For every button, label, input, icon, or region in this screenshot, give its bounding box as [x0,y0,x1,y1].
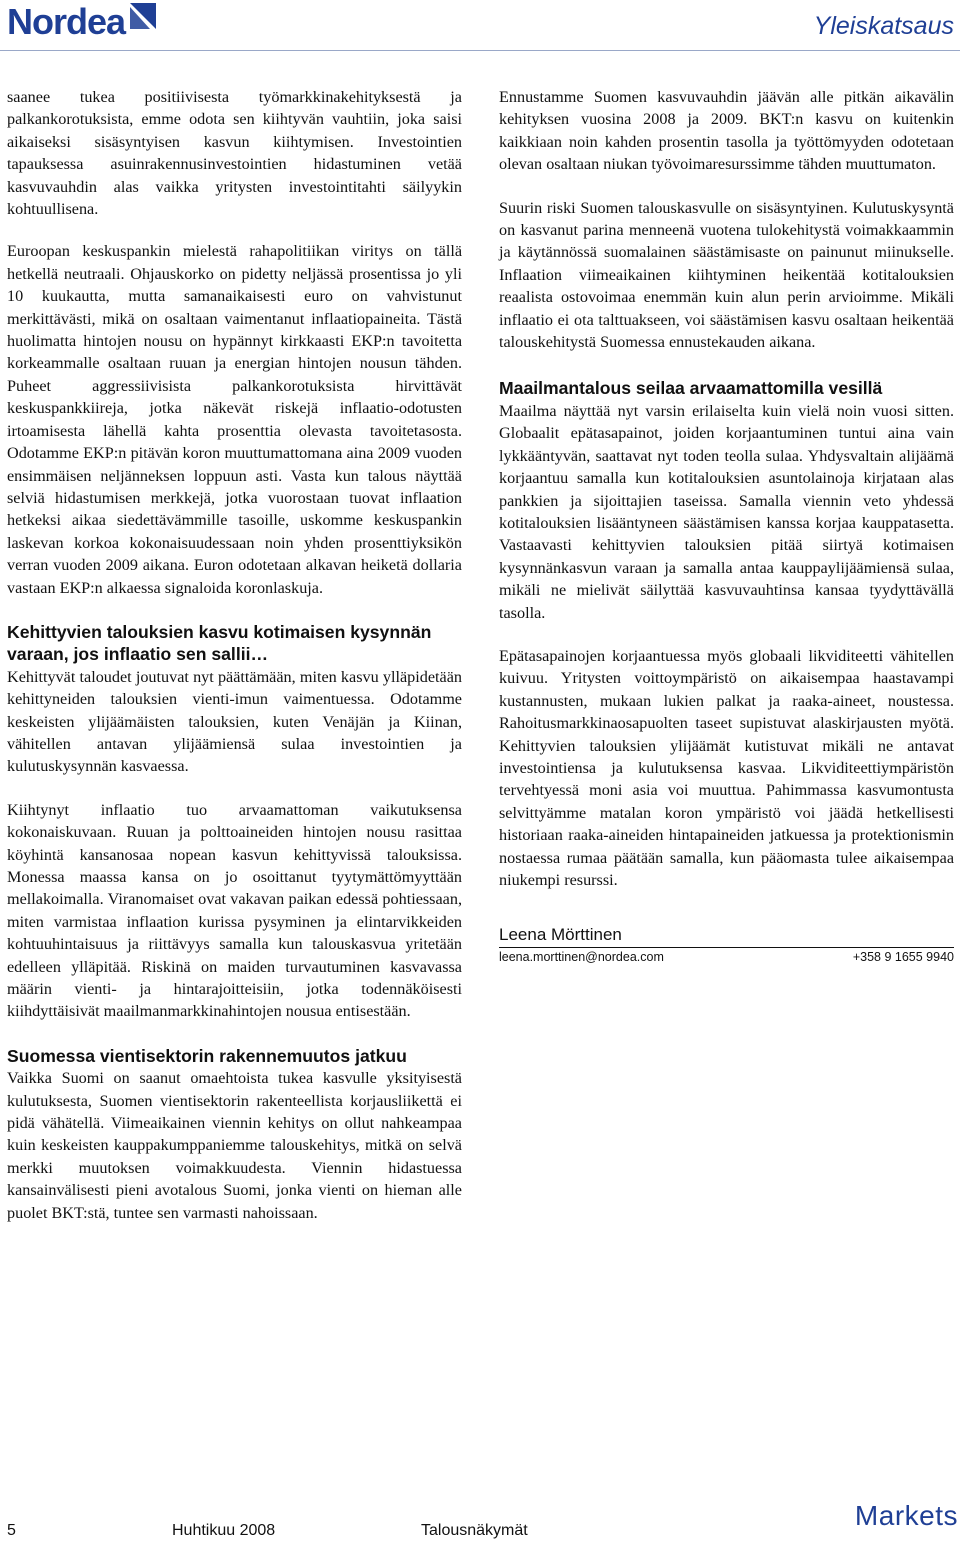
publication-title: Talousnäkymät [421,1522,528,1539]
paragraph: saanee tukea positiivisesta työmarkkinakehityksestä ja palkankorotuksista, emme odota sen kiihtyvän vauhtiin, joka saisi aikaiseksi sisäsyntyisen kasvun kiihtymisen. Investointien tapauksessa asuinrakennusinvestointien hidastuminen vetää kasvuvauhdin alas vaikka yritysten investointitahti säilyykin kohtuullisena. [7,88,462,219]
left-column [7,86,462,1245]
section-heading: Kehittyvien talouksien kasvu kotimaisen kysynnän varaan, jos inflaatio sen sallii… [7,621,432,665]
section-title: Yleiskatsaus [813,12,954,40]
author-name: Leena Mörttinen [499,925,954,948]
paragraph: Suurin riski Suomen talouskasvulle on sisäsyntyinen. Kulutuskysyntä on kasvanut parina menneenä vuotena tulokehitystä voimakkaammin ja käytännössä suomalainen säästämisaste on painunut miinukselle. Inflaation viimeaikainen kiihtyminen heikentää kotitalouksien reaalista ostovoimaa enemmän kuin alun perin arvioimme. Mikäli inflaatio ei ota talttuakseen, voi säästämisen kasvu osaltaan heikentää talouskehitystä Suomessa ennustekauden aikana. [499,198,954,352]
sail-icon [128,1,158,31]
section-heading: Suomessa vientisektorin rakennemuutos jatkuu [7,1045,407,1066]
page-number: 5 [7,1522,16,1539]
page-footer [0,1500,960,1545]
paragraph: Maailma näyttää nyt varsin erilaiselta kuin vielä noin vuosi sitten. Globaalit epätasapainot, joiden korjaantuminen tuntui aina vain lykkääntyvän, saattavat nyt toden teolla sulaa. Yhdysvaltain alijäämä korjaantuu samalla kun kotitalouksien asuntolainoja kirjataan alas pankkien ja sijoittajien taseissa. Samalla viennin veto yhdessä kotitalouksien lisääntyneen säästämisen kanssa korjaa kauppatasetta. Vastaavasti kehittyvien talouksien pitää siirtyä kotimaisen kysynnänkasvun varaan ja samalla antaa kauppaylijäämiensä sulaa, mikäli ne mielivät säilyttää kasvuvauhtinsa kansaa tyydyttävällä tasolla. [499,401,954,622]
right-column [499,86,954,965]
page-header [0,0,960,52]
header-divider [0,50,960,51]
author-email[interactable]: leena.morttinen@nordea.com [499,950,664,965]
nordea-logo [7,0,158,44]
author-phone: +358 9 1655 9940 [852,950,954,965]
logo-wordmark: Nordea [7,1,126,42]
publication-date: Huhtikuu 2008 [172,1522,276,1539]
author-contact [499,949,954,965]
paragraph: Euroopan keskuspankin mielestä rahapolitiikan viritys on tällä hetkellä neutraali. Ohjauskorko on pidetty neljässä prosentissa jo yli 10 kuukautta, mutta samanaikaisesti euro on vahvistunut merkittävästi, mikä on osaltaan vaimentanut inflaatiopaineita. Tästä huolimatta hintojen nousu on hypännyt kirkkaasti EKP:n tavoitetta korkeammalle osaltaan ruuan ja energian hintojen nousun tähden. Puheet aggressiivisista palkankorotuksista hirvittävät keskuspankkiireja, jotka näkevät riskejä inflaatio-odotusten irtoamisesta lähellä kahta prosenttia olevasta tavoitetasosta. Odotamme EKP:n pitävän koron muuttumattomana aina 2009 vuoden ensimmäisen neljänneksen loppuun asti. Vasta kun talous näyttää selviä hidastumisen merkkejä, jotka vuorostaan tuovat inflaation hetkeksi aikaa siedettävämmille tasoille, uskomme keskuspankin laskevan korkoa kokonaisuudessaan noin yhden prosenttiyksikön verran vuoden 2009 aikana. Euron odotetaan alkavan heiketä dollaria vastaan EKP:n alkaessa signaloida koronlaskuja. [7,242,462,597]
author-block [499,925,954,965]
paragraph: Epätasapainojen korjaantuessa myös globaali likviditeetti vähitellen kuivuu. Yritysten voittoympäristö on aikaisempaa haastavampi kustannusten, mukaan lukien palkat ja raaka-aineet, noustessa. Rahoitusmarkkinaosapuolten taseet supistuvat alaskirjausten myötä. Kehittyvien talouksien ylijäämät kutistuvat mikäli ne antavat investointiensa ja kulutuksensa kasvaa. Likviditeettiympäristön tervehtyessä moni asia voi muuttua. Pahimmassa kasvumontusta selvittyämme matalan koron ympäristö voi jäädä hetkellisesti historiaan raaka-aineiden hintapaineiden jatkuessa ja protektionismin nostaessa rumaa päätään samalla, kun pääomasta tulee aikaisempaa niukempi resurssi. [499,646,954,889]
paragraph: Ennustamme Suomen kasvuvauhdin jäävän alle pitkän aikavälin kehityksen vuosina 2008 ja 2009. BKT:n kasvu on kuitenkin kaikkiaan noin kahden prosentin tasolla ja työttömyyden odotetaan olevan osaltaan niukan työvoimaresurssimme tähden muuttumaton. [499,88,954,174]
section-heading: Maailmantalous seilaa arvaamattomilla vesillä [499,378,883,399]
paragraph: Vaikka Suomi on saanut omaehtoista tukea kasvulle yksityisestä kulutuksesta, Suomen vientisektorin rakenteellista korjausliikettä ei pidä vähätellä. Viimeaikainen viennin kehitys on ollut nahkeampaa kuin keskeisten kauppakumppaniemme talouskehitys, mitkä on selvä merkki muutoksen voimakkuudesta. Viennin hidastuessa kansainvälisesti pieni avotalous Suomi, jonka vienti on hieman alle puolet BKT:stä, tuntee sen varmasti nahoissaan. [7,1069,462,1222]
paragraph: Kiihtynyt inflaatio tuo arvaamattoman vaikutuksensa kokonaiskuvaan. Ruuan ja polttoaineiden hintojen nousu rasittaa köyhintä kansanosaa nopean kasvun kehittyvissä talouksissa. Monessa maassa kansa on jo osoittanut tyytymättömyyttään mellakoimalla. Viranomaiset ovat vakavan paikan edessä pohtiessaan, miten varmistaa inflaation kurissa pysyminen ja elintarvikkeiden kohtuuhintaisuus ja riittävyys samalla kun talouskasvua yritetään edelleen ylläpitää. Riskinä on maiden turvautuminen kasvavassa määrin vienti- ja hintarajoitteisiin, jotka todennäköisesti kiihdyttäisivät maailmanmarkkinahintojen nousua entisestään. [7,800,462,1021]
markets-logo: Markets [854,1500,958,1531]
paragraph: Kehittyvät taloudet joutuvat nyt päättämään, miten kasvu ylläpidetään kehittyneiden talouksien vienti-imun vaimentuessa. Odotamme keskeisten ylijäämäisten talouksien, kuten Venäjän ja Kiinan, vähitellen antavan ylijäämiensä sulaa investointien ja kulutuskysynnän kasvaessa. [7,667,462,776]
